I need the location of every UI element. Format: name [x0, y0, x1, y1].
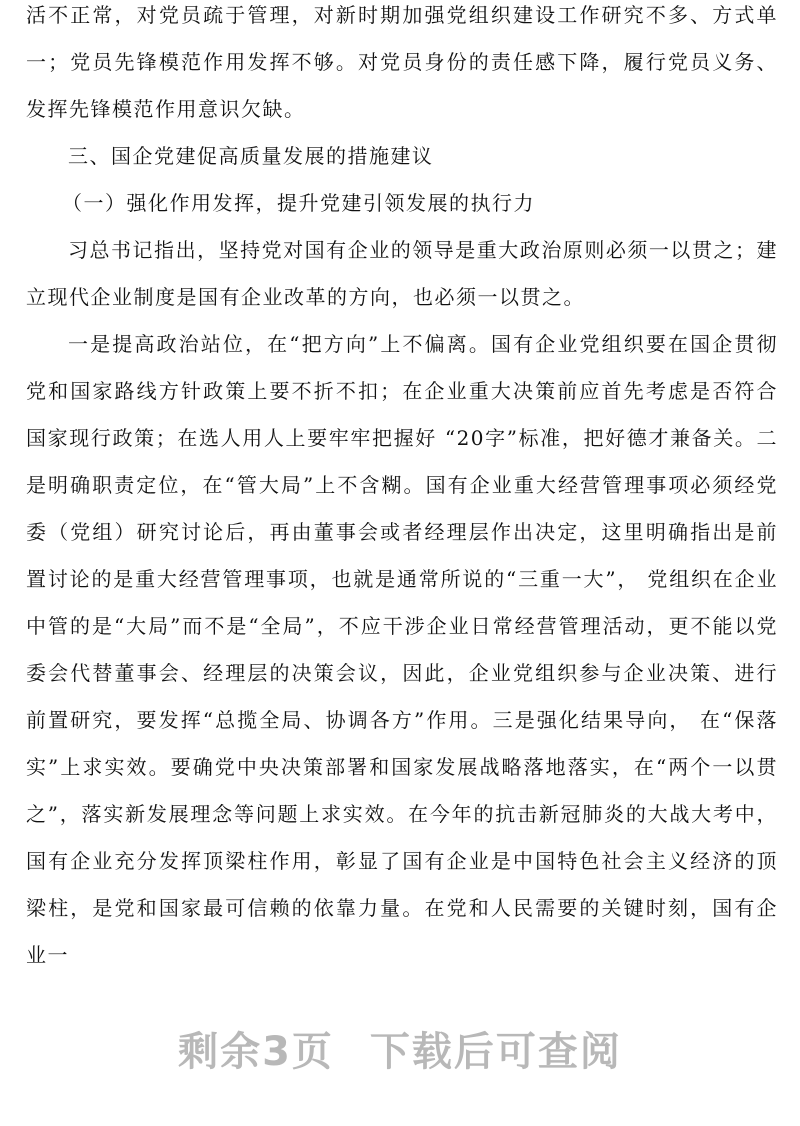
subsection-heading: （一）强化作用发挥，提升党建引领发展的执行力 [62, 191, 535, 215]
section-heading: 三、国企党建促高质量发展的措施建议 [68, 144, 434, 168]
document-body [26, 0, 778, 979]
download-hint-label: 下载后可查阅 [369, 1028, 622, 1075]
paragraph-main: 一是提高政治站位，在“把方向”上不偏离。国有企业党组织要在国企贯彻党和国家路线方针政策上要不折不扣；在企业重大决策前应首先考虑是否符合国家现行政策；在选人用人上要牢牢把握好 “20字”标准，把好德才兼备关。二是明确职责定位，在“管大局”上不含糊。国有企业重大经营管理事项必须经党委（党组）研究讨论后，再由董事会或者经理层作出决定，这里明确指出是前置讨论的是重大经营管理事项，也就是通常所说的“三重一大”， 党组织在企业中管的是“大局”而不是“全局”，不应干涉企业日常经营管理活动，更不能以党委会代替董事会、经理层的决策会议，因此，企业党组织参与企业决策、进行前置研究，要发挥“总揽全局、协调各方”作用。三是强化结果导向， 在“保落实”上求实效。要确党中央决策部署和国家发展战略落地落实，在“两个一以贯之”，落实新发展理念等问题上求实效。在今年的抗击新冠肺炎的大战大考中，国有企业充分发挥顶梁柱作用，彰显了国有企业是中国特色社会主义经济的顶梁柱，是党和国家最可信赖的依靠力量。在党和人民需要的关键时刻，国有企业一 [26, 332, 778, 967]
remaining-pages-label: 剩余3页 [178, 1028, 334, 1075]
paragraph-continued: 活不正常，对党员疏于管理，对新时期加强党组织建设工作研究不多、方式单一；党员先锋模范作用发挥不够。对党员身份的责任感下降，履行党员义务、发挥先锋模范作用意识欠缺。 [26, 3, 778, 121]
download-banner[interactable] [0, 1018, 800, 1078]
paragraph-quote: 习总书记指出，坚持党对国有企业的领导是重大政治原则必须一以贯之；建立现代企业制度是国有企业改革的方向，也必须一以贯之。 [26, 238, 778, 309]
